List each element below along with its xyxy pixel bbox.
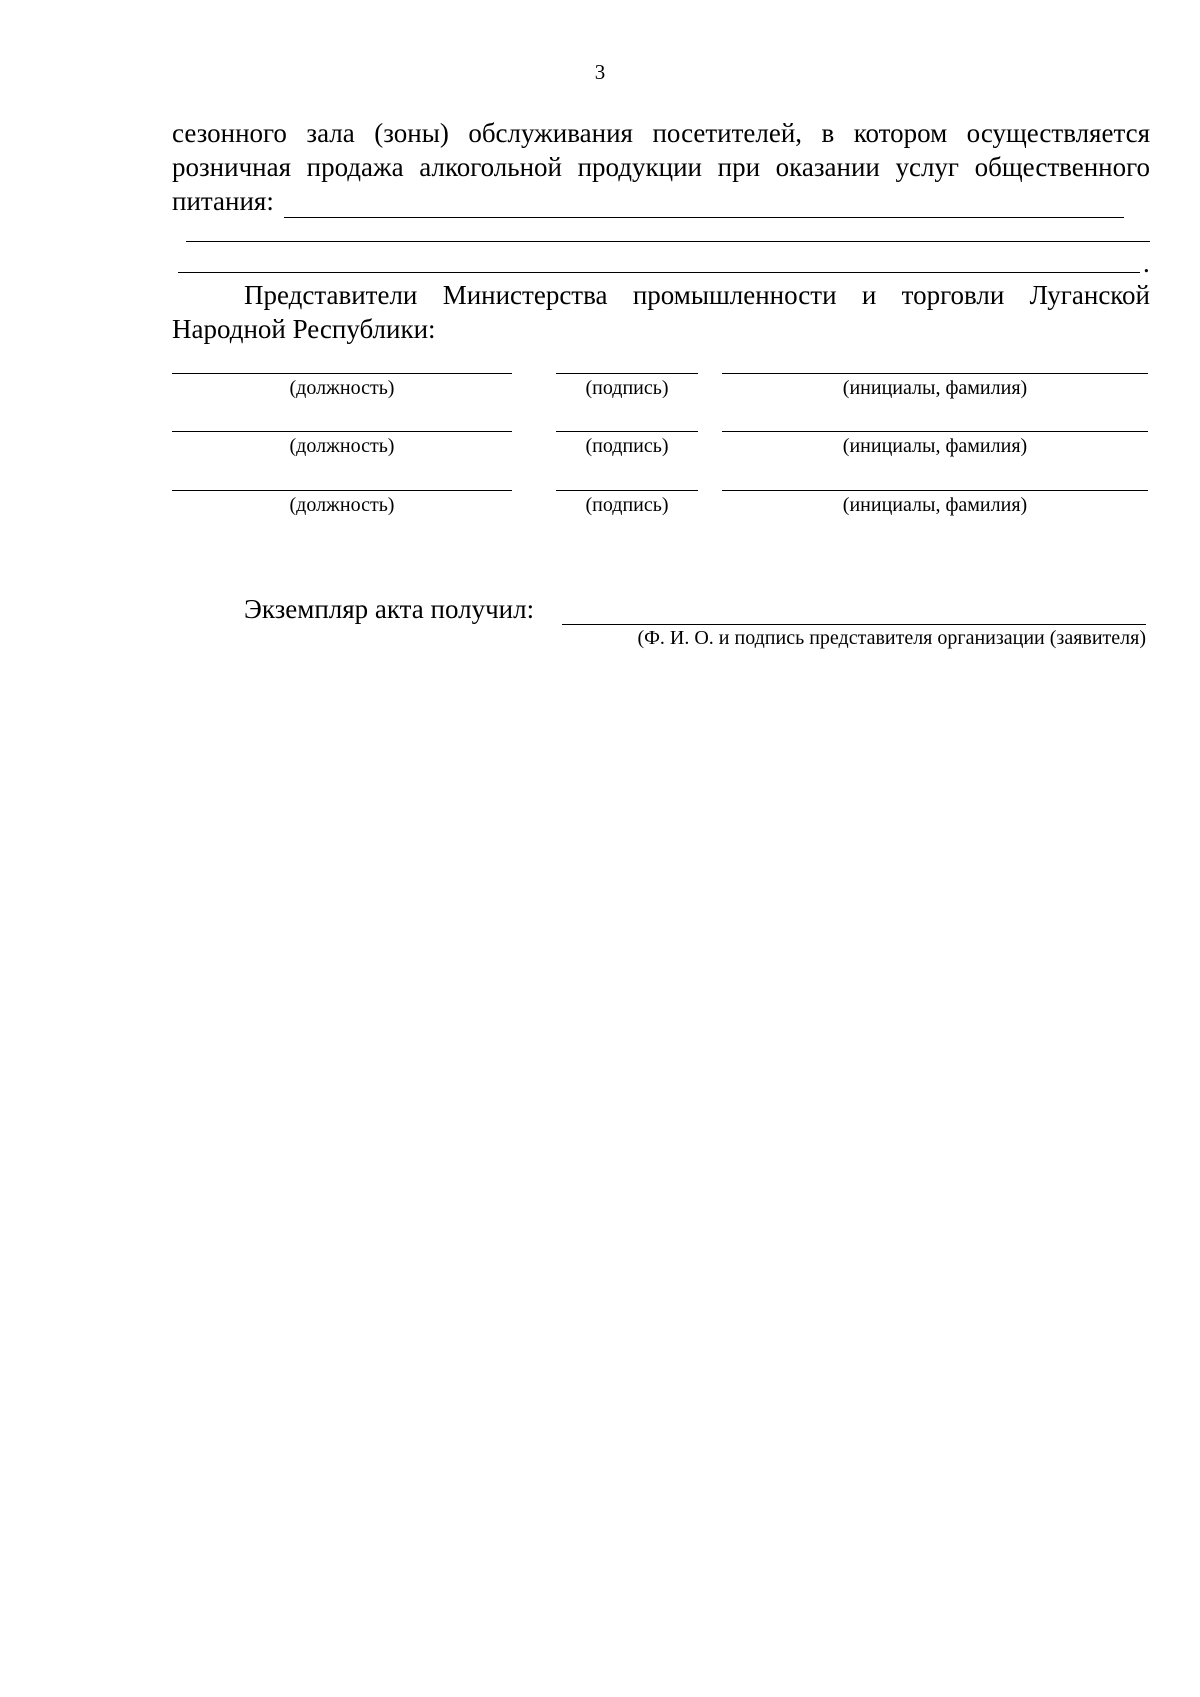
paragraph-line: розничная продажа алкогольной продукции при оказании услуг общественного — [172, 152, 1150, 182]
paragraph-line: Представители Министерства промышленности и торговли Луганской — [244, 280, 1150, 310]
act-received-fill-line[interactable] — [562, 624, 1146, 625]
signature-row — [0, 490, 1200, 530]
premises-description-paragraph — [172, 116, 1150, 218]
signature-field[interactable] — [556, 490, 698, 517]
representatives-paragraph — [172, 278, 1150, 346]
position-field[interactable] — [172, 373, 512, 400]
signature-row — [0, 373, 1200, 413]
position-field[interactable] — [172, 431, 512, 458]
position-caption: (должность) — [289, 494, 395, 516]
signature-caption: (подпись) — [585, 435, 669, 457]
signature-field[interactable] — [556, 431, 698, 458]
position-caption: (должность) — [289, 435, 395, 457]
signature-caption: (подпись) — [585, 377, 669, 399]
fill-line-end-mark: . — [1143, 248, 1150, 278]
name-field[interactable] — [722, 373, 1148, 400]
catering-fill-line[interactable] — [284, 191, 1124, 218]
fill-line-2[interactable] — [186, 241, 1150, 242]
signature-row — [0, 431, 1200, 471]
act-received-label: Экземпляр акта получил: — [244, 594, 535, 624]
name-field[interactable] — [722, 431, 1148, 458]
act-received-caption: (Ф. И. О. и подпись представителя организации (заявителя) — [637, 627, 1146, 649]
name-field[interactable] — [722, 490, 1148, 517]
position-caption: (должность) — [289, 377, 395, 399]
paragraph-line: Народной Республики: — [172, 314, 436, 344]
name-caption: (инициалы, фамилия) — [842, 377, 1028, 399]
catering-label: питания: — [172, 186, 274, 216]
fill-line-3[interactable] — [178, 272, 1140, 273]
position-field[interactable] — [172, 490, 512, 517]
name-caption: (инициалы, фамилия) — [842, 435, 1028, 457]
paragraph-line: сезонного зала (зоны) обслуживания посетителей, в котором осуществляется — [172, 118, 1150, 148]
page-number: 3 — [594, 60, 606, 84]
signature-field[interactable] — [556, 373, 698, 400]
signature-caption: (подпись) — [585, 494, 669, 516]
name-caption: (инициалы, фамилия) — [842, 494, 1028, 516]
paragraph-line — [172, 184, 1150, 218]
